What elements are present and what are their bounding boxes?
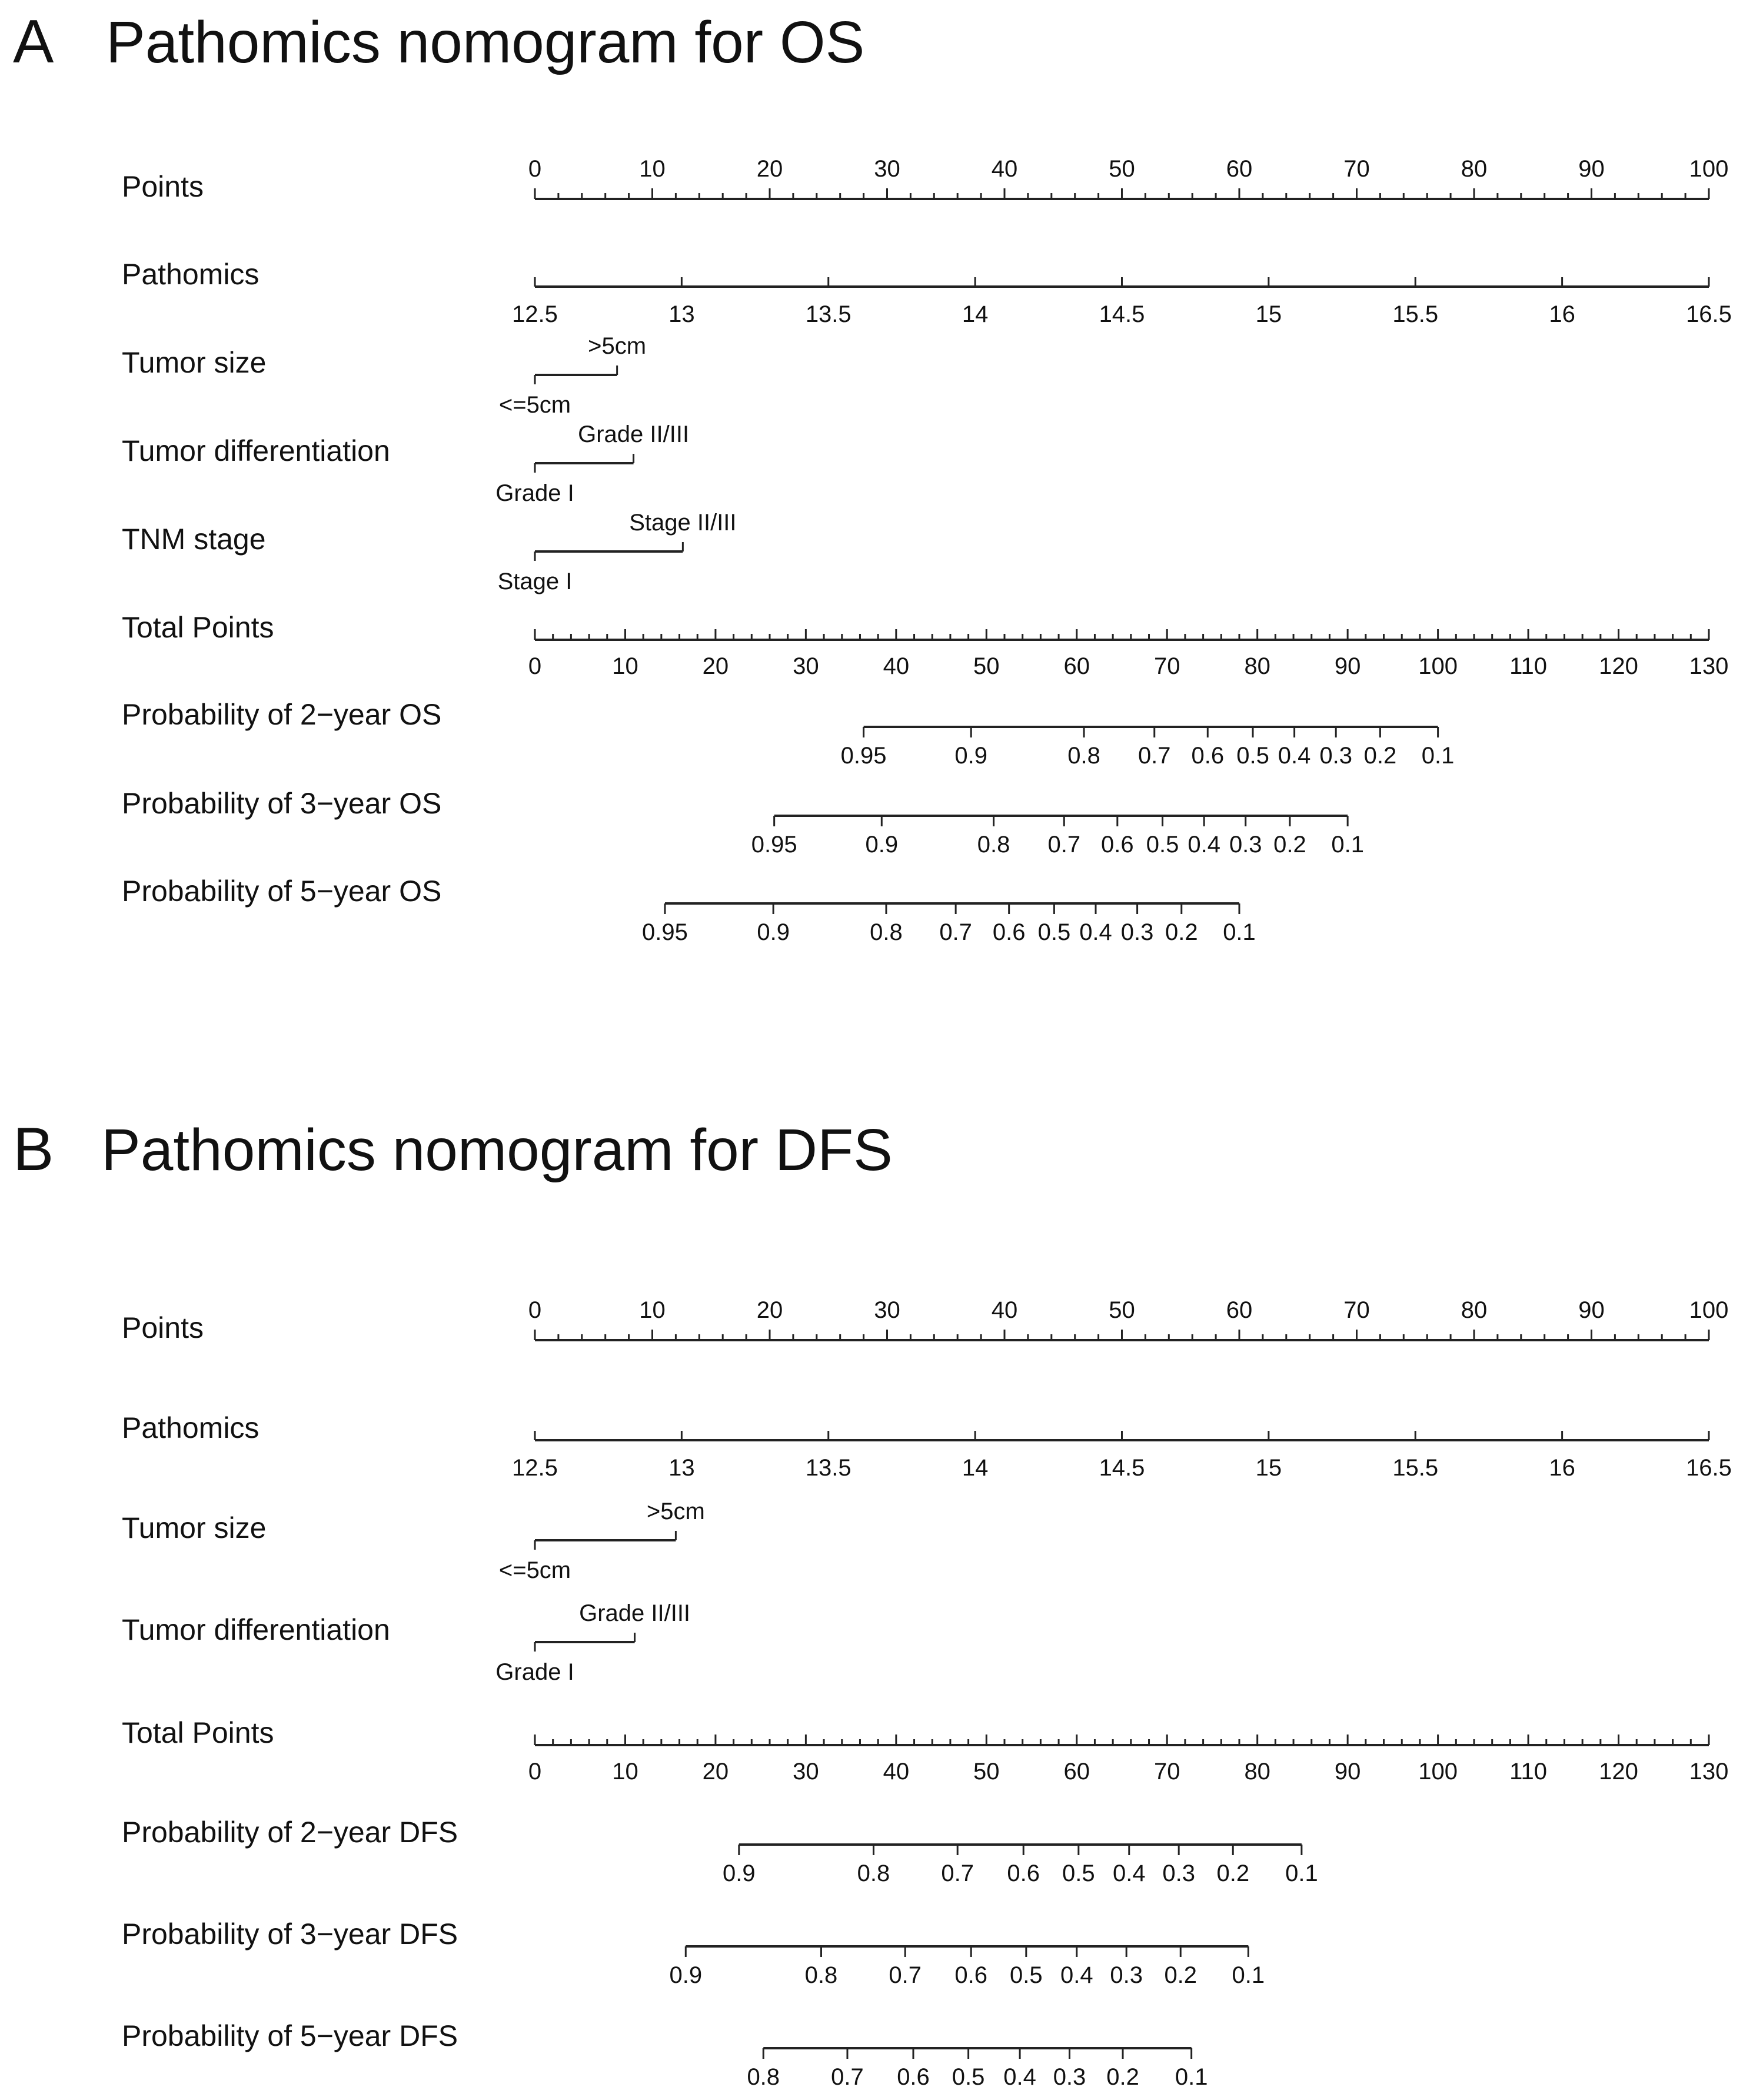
tick-label: 0.2 [1273,832,1306,858]
tick-label: 60 [1226,156,1253,182]
row-label: Pathomics [122,258,260,291]
tick-label: 0.5 [1062,1860,1095,1886]
category-label: <=5cm [498,1557,571,1583]
tick-label: 30 [793,653,819,679]
tick-label: 0.8 [977,832,1010,858]
tick-label: 0.9 [757,919,790,945]
tick-label: 0.95 [751,832,797,858]
tick-label: 90 [1334,653,1361,679]
tick-label: 100 [1689,156,1729,182]
tick-label: 13.5 [805,301,851,327]
tick-label: 0.4 [1060,1962,1093,1988]
tick-label: 80 [1461,1297,1488,1323]
tick-label: 30 [874,156,900,182]
panel-title-a: Pathomics nomogram for OS [106,9,865,75]
tick-label: 70 [1343,156,1370,182]
row-categorical-0-4 [122,510,737,594]
category-label: <=5cm [498,392,571,418]
tick-label: 50 [973,1759,1000,1785]
row-total-0-5 [122,611,1728,679]
tick-label: 0.95 [840,743,887,769]
tick-label: 60 [1063,653,1090,679]
tick-label: 20 [702,653,729,679]
category-label: >5cm [588,333,647,359]
tick-label: 0.2 [1165,919,1198,945]
category-label: Stage I [497,569,573,594]
row-label: Probability of 5−year OS [122,875,442,908]
tick-label: 0 [528,1297,542,1323]
tick-label: 0.7 [831,2064,864,2090]
tick-label: 14 [962,301,989,327]
row-categorical-1-2 [122,1498,705,1583]
tick-label: 0.1 [1232,1962,1265,1988]
row-categorical-0-3 [122,421,689,506]
tick-label: 0.7 [939,919,972,945]
tick-label: 0.8 [804,1962,838,1988]
category-label: Stage II/III [629,510,737,536]
tick-label: 0.8 [1067,743,1100,769]
tick-label: 0 [528,1759,542,1785]
row-label: Total Points [122,611,274,644]
row-label: Tumor differentiation [122,1613,390,1646]
row-categorical-1-3 [122,1600,690,1685]
row-continuous-1-1 [122,1411,1732,1481]
tick-label: 60 [1063,1759,1090,1785]
row-label: TNM stage [122,523,266,556]
tick-label: 0.2 [1106,2064,1139,2090]
tick-label: 0.1 [1223,919,1256,945]
category-label: >5cm [646,1498,705,1524]
tick-label: 30 [793,1759,819,1785]
tick-label: 15.5 [1392,1455,1439,1481]
row-label: Probability of 5−year DFS [122,2019,458,2052]
tick-label: 120 [1599,653,1638,679]
tick-label: 100 [1418,1759,1458,1785]
tick-label: 20 [756,1297,783,1323]
tick-label: 0.8 [870,919,903,945]
tick-label: 70 [1153,653,1180,679]
tick-label: 0.95 [642,919,688,945]
tick-label: 0.5 [952,2064,985,2090]
tick-label: 13.5 [805,1455,851,1481]
tick-label: 90 [1578,1297,1605,1323]
row-continuous-0-1 [122,258,1732,327]
tick-label: 15 [1255,1455,1282,1481]
tick-label: 0.6 [1191,743,1225,769]
tick-label: 0.6 [992,919,1026,945]
tick-label: 15 [1255,301,1282,327]
tick-label: 0.7 [1137,743,1171,769]
tick-label: 16 [1549,1455,1575,1481]
tick-label: 10 [639,156,666,182]
tick-label: 50 [973,653,1000,679]
category-label: Grade II/III [578,421,690,447]
tick-label: 60 [1226,1297,1253,1323]
tick-label: 110 [1509,1759,1547,1785]
tick-label: 14 [962,1455,989,1481]
tick-label: 0 [528,653,542,679]
tick-label: 40 [991,156,1018,182]
tick-label: 0.3 [1319,743,1353,769]
tick-label: 0.4 [1187,832,1220,858]
row-label: Points [122,170,204,203]
tick-label: 40 [883,653,910,679]
tick-label: 0.3 [1162,1860,1195,1886]
tick-label: 20 [756,156,783,182]
tick-label: 0 [528,156,542,182]
tick-label: 0.9 [954,743,988,769]
tick-label: 13 [668,301,695,327]
tick-label: 0.9 [865,832,899,858]
tick-label: 0.3 [1120,919,1154,945]
tick-label: 0.4 [1003,2064,1036,2090]
tick-label: 30 [874,1297,900,1323]
tick-label: 10 [612,1759,638,1785]
tick-label: 12.5 [512,301,558,327]
row-label: Probability of 3−year DFS [122,1918,458,1951]
tick-label: 70 [1153,1759,1180,1785]
tick-label: 0.1 [1285,1860,1318,1886]
row-label: Probability of 3−year OS [122,787,442,820]
tick-label: 12.5 [512,1455,558,1481]
row-probability-0-6 [122,698,1454,769]
tick-label: 80 [1244,653,1270,679]
tick-label: 0.8 [857,1860,890,1886]
row-probability-1-5 [122,1816,1318,1886]
tick-label: 16 [1549,301,1575,327]
tick-label: 0.9 [669,1962,703,1988]
tick-label: 0.7 [1047,832,1081,858]
row-label: Tumor differentiation [122,434,390,467]
tick-label: 130 [1689,1759,1729,1785]
tick-label: 10 [639,1297,666,1323]
tick-label: 130 [1689,653,1729,679]
tick-label: 100 [1689,1297,1729,1323]
panel-title-b: Pathomics nomogram for DFS [101,1117,893,1183]
tick-label: 0.3 [1229,832,1262,858]
row-categorical-0-2 [122,333,646,418]
tick-label: 0.7 [889,1962,922,1988]
tick-label: 50 [1109,1297,1135,1323]
tick-label: 40 [991,1297,1018,1323]
tick-label: 0.5 [1236,743,1269,769]
tick-label: 0.1 [1175,2064,1208,2090]
tick-label: 120 [1599,1759,1638,1785]
panel-letter-a: A [13,8,54,76]
tick-label: 80 [1244,1759,1270,1785]
row-label: Tumor size [122,1511,267,1544]
tick-label: 0.4 [1079,919,1112,945]
row-label: Probability of 2−year DFS [122,1816,458,1849]
tick-label: 0.4 [1278,743,1311,769]
row-points-0-0 [122,156,1728,203]
tick-label: 14.5 [1099,301,1145,327]
tick-label: 0.5 [1146,832,1179,858]
tick-label: 0.3 [1110,1962,1143,1988]
tick-label: 14.5 [1099,1455,1145,1481]
row-label: Tumor size [122,346,267,379]
tick-label: 110 [1509,653,1547,679]
tick-label: 0.2 [1216,1860,1250,1886]
row-probability-1-6 [122,1918,1265,1988]
category-label: Grade I [495,1659,574,1685]
tick-label: 0.4 [1112,1860,1146,1886]
tick-label: 50 [1109,156,1135,182]
category-label: Grade I [495,480,574,506]
tick-label: 0.6 [954,1962,988,1988]
tick-label: 0.6 [1007,1860,1040,1886]
row-total-1-4 [122,1716,1728,1785]
tick-label: 0.2 [1363,743,1397,769]
row-label: Total Points [122,1716,274,1749]
tick-label: 40 [883,1759,910,1785]
panel-letter-b: B [13,1115,54,1184]
tick-label: 0.3 [1053,2064,1086,2090]
row-probability-0-8 [122,875,1256,945]
tick-label: 0.5 [1010,1962,1043,1988]
row-label: Probability of 2−year OS [122,698,442,731]
tick-label: 16.5 [1686,301,1732,327]
tick-label: 0.1 [1421,743,1455,769]
tick-label: 0.8 [747,2064,780,2090]
row-probability-1-7 [122,2019,1208,2090]
tick-label: 16.5 [1686,1455,1732,1481]
tick-label: 10 [612,653,638,679]
tick-label: 20 [702,1759,729,1785]
tick-label: 0.1 [1331,832,1364,858]
tick-label: 0.9 [723,1860,756,1886]
tick-label: 0.2 [1164,1962,1198,1988]
tick-label: 15.5 [1392,301,1439,327]
category-label: Grade II/III [579,1600,691,1626]
tick-label: 100 [1418,653,1458,679]
tick-label: 70 [1343,1297,1370,1323]
tick-label: 13 [668,1455,695,1481]
row-probability-0-7 [122,787,1364,858]
row-points-1-0 [122,1297,1728,1344]
row-label: Points [122,1311,204,1344]
tick-label: 0.6 [897,2064,930,2090]
tick-label: 0.5 [1037,919,1071,945]
tick-label: 80 [1461,156,1488,182]
tick-label: 0.7 [941,1860,974,1886]
tick-label: 90 [1578,156,1605,182]
tick-label: 0.6 [1101,832,1134,858]
row-label: Pathomics [122,1411,260,1444]
tick-label: 90 [1334,1759,1361,1785]
